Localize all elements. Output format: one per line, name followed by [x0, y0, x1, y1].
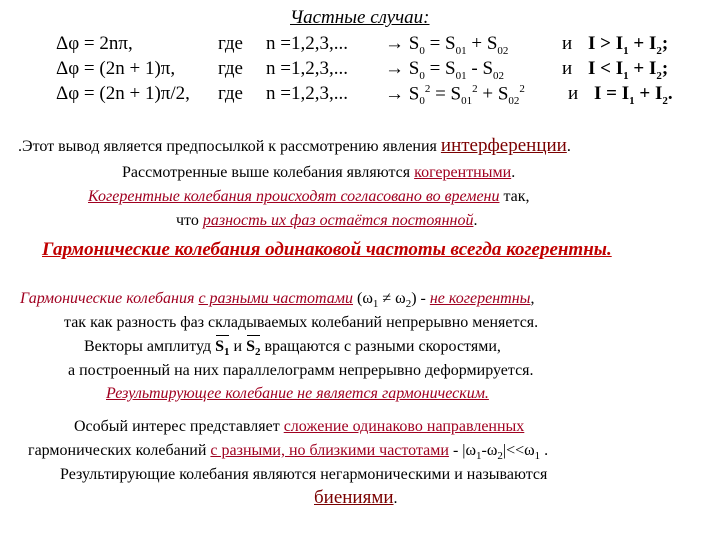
vector-s1: $S_1$	[215, 337, 229, 362]
text-line: Гармонические колебания с разными частотами $(\omega_1 \ne \omega_2)$ - не когерентны,	[20, 290, 535, 311]
text-line: Результирующее колебание не является гармоническим.	[106, 385, 489, 402]
text-line: Векторы амплитуд $S_1$ и $S_2$ вращаются с разными скоростями,	[84, 337, 501, 362]
text-line: .Этот вывод является предпосылкой к рассмотрению явления интерференции.	[18, 135, 571, 156]
case-result: → $S_0 = S_{01} + S_{02}$	[385, 33, 509, 57]
term-interference: интерференции	[440, 135, 567, 156]
case-n: n =1,2,3,...	[266, 33, 348, 54]
case-condition: $I > I_1 + I_2$;	[588, 33, 669, 57]
vector-s2: $S_2$	[246, 337, 260, 362]
case-condition: $I < I_1 + I_2$;	[588, 58, 669, 82]
case-result: → $S_0^2 = S_{01}^2 + S_{02}^2$	[385, 83, 525, 108]
case-phase: Δφ = (2n + 1)π,	[56, 58, 176, 79]
text-line: а построенный на них параллелограмм непрерывно деформируется.	[68, 362, 534, 379]
case-where: где	[218, 33, 243, 54]
case-n: n =1,2,3,...	[266, 58, 348, 79]
case-result: → $S_0 = S_{01} - S_{02}$	[385, 58, 505, 82]
case-phase: Δφ = 2nπ,	[56, 33, 133, 54]
case-and: и	[562, 58, 573, 79]
case-and: и	[568, 83, 579, 104]
case-and: и	[562, 33, 573, 54]
text-line: Результирующие колебания являются негармоническими и называются	[60, 466, 548, 483]
text-line: Рассмотренные выше колебания являются когерентными.	[122, 164, 516, 181]
term-coherent: когерентными	[414, 164, 512, 181]
case-condition: $I = I_1 + I_2$.	[594, 83, 673, 107]
text-line: Особый интерес представляет сложение одинаково направленных	[74, 418, 525, 435]
highlight-statement: Гармонические колебания одинаковой частоты всегда когерентны.	[42, 239, 612, 260]
case-n: n =1,2,3,...	[266, 83, 348, 104]
text-line: биениями.	[314, 487, 398, 508]
text-line: так как разность фаз складываемых колебаний непрерывно меняется.	[64, 314, 539, 331]
case-where: где	[218, 83, 243, 104]
text-line: гармонических колебаний с разными, но близкими частотами - $|\omega_1-\omega_2|<<\omega_1$ .	[28, 442, 549, 463]
section-title: Частные случаи:	[290, 7, 430, 28]
case-phase: Δφ = (2n + 1)π/2,	[56, 83, 190, 104]
case-where: где	[218, 58, 243, 79]
text-line: что разность их фаз остаётся постоянной.	[176, 212, 478, 229]
term-beats: биениями	[314, 487, 394, 508]
text-line: Когерентные колебания происходят согласовано во времени так,	[88, 188, 530, 205]
